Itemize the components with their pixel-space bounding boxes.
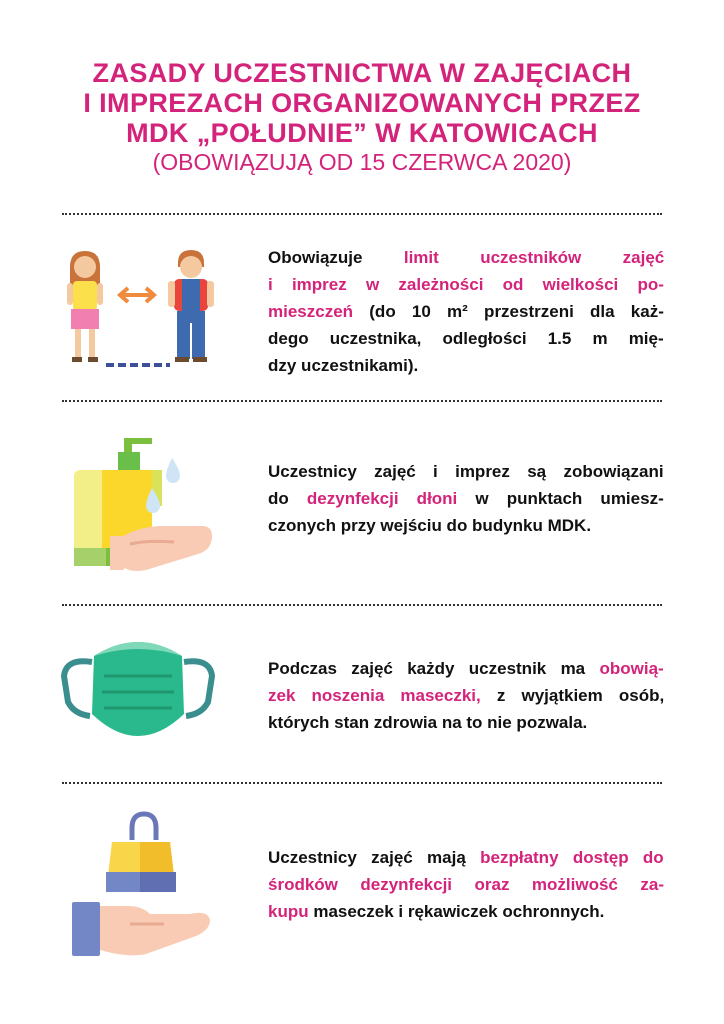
rule-text: do <box>268 489 307 508</box>
highlighted-text: mieszczeń <box>268 302 354 321</box>
rule-text-4 <box>268 844 664 925</box>
rule-line <box>268 898 664 925</box>
highlighted-text: i imprez w zależności od wielkości po- <box>268 275 664 294</box>
rule-line <box>268 325 664 352</box>
rule-text-1 <box>268 244 664 379</box>
title-line-2: I IMPREZACH ORGANIZOWANYCH PRZEZ <box>83 88 641 118</box>
face-mask-icon <box>58 632 218 750</box>
rule-line <box>268 709 664 736</box>
highlighted-text: środków dezynfekcji oraz możliwość za- <box>268 875 664 894</box>
rule-line <box>268 871 664 898</box>
title-line-1: ZASADY UCZESTNICTWA W ZAJĘCIACH <box>92 58 632 88</box>
header <box>0 58 724 176</box>
rule-text: Podczas zajęć każdy uczestnik ma <box>268 659 600 678</box>
rule-text-2 <box>268 458 664 539</box>
rule-text: Uczestnicy zajęć i imprez są zobowiązani <box>268 462 664 481</box>
highlighted-text: kupu <box>268 902 309 921</box>
rule-line <box>268 458 664 485</box>
highlighted-text: obowią- <box>599 659 664 678</box>
title-line-3: MDK „POŁUDNIE” W KATOWICACH <box>126 118 598 148</box>
rule-text: czonych przy wejściu do budynku MDK. <box>268 516 592 535</box>
social-distance-icon <box>58 245 228 375</box>
highlighted-text: limit uczestników zajęć <box>403 248 665 267</box>
rule-line <box>268 655 664 682</box>
rule-text: dego uczestnika, odległości 1.5 m mię- <box>268 329 664 348</box>
hand-sanitizer-icon <box>70 430 220 578</box>
highlighted-text: dezynfekcji dłoni <box>306 489 458 508</box>
rule-text: których stan zdrowia na to nie pozwala. <box>268 713 588 732</box>
rule-line <box>268 244 664 271</box>
rule-text: Obowiązuje <box>268 248 404 267</box>
divider <box>62 604 662 606</box>
rule-line <box>268 844 664 871</box>
divider <box>62 782 662 784</box>
rule-text-3 <box>268 655 664 736</box>
divider <box>62 400 662 402</box>
rule-line <box>268 298 664 325</box>
rule-text: Uczestnicy zajęć mają <box>268 848 481 867</box>
subtitle: (OBOWIĄZUJĄ OD 15 CZERWCA 2020) <box>152 149 572 175</box>
rule-text: (do 10 m² przestrzeni dla każ- <box>353 302 664 321</box>
rule-line <box>268 352 664 379</box>
rule-text: dzy uczestnikami). <box>268 356 419 375</box>
highlighted-text: bezpłatny dostęp do <box>480 848 664 867</box>
highlighted-text: zek noszenia maseczki, <box>268 686 481 705</box>
rule-line <box>268 512 664 539</box>
rule-line <box>268 271 664 298</box>
rule-line <box>268 485 664 512</box>
rule-text: w punktach umiesz- <box>457 489 664 508</box>
shopping-bag-hand-icon <box>70 810 230 960</box>
rule-text: maseczek i rękawiczek ochronnych. <box>308 902 605 921</box>
rule-line <box>268 682 664 709</box>
rule-text: z wyjątkiem osób, <box>480 686 665 705</box>
divider <box>62 213 662 215</box>
